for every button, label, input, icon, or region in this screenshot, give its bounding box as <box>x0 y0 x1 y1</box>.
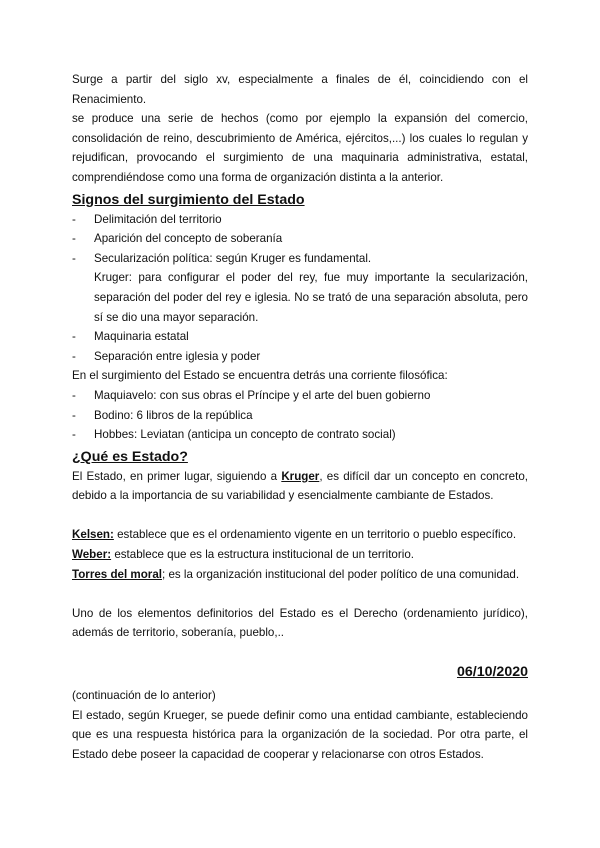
krueger-paragraph: El estado, según Krueger, se puede definir como una entidad cambiante, estableciendo que es una respuesta histórica para la organización de la sociedad. Por otra parte, el Estado debe poseer la capacidad de cooperar y relacionarse con otros Estados. <box>72 708 528 761</box>
estado-paragraph <box>72 467 528 506</box>
intro-paragraph: se produce una serie de hechos (como por ejemplo la expansión del comercio, consolidación de reino, descubrimiento de América, ejércitos,...) los cuales lo regulan y rejudifican, provocando el surgimiento de una maquinaria administrativa, estatal, comprendiéndose como una forma de organización distinta a la anterior. <box>72 112 528 184</box>
list-item: - Secularización política: según Kruger es fundamental. <box>72 249 528 269</box>
heading-que-es-estado: ¿Qué es Estado? <box>72 448 188 465</box>
date: 06/10/2020 <box>456 663 528 680</box>
def-text: establece que es el ordenamiento vigente en un territorio o pueblo específico. <box>113 528 517 542</box>
estado-text-2: , es difícil dar un concepto en concreto, debido a la importancia de su variabilidad y esencialmente cambiante de Estados. <box>72 469 528 503</box>
intro-line-1: Surge a partir del siglo xv, especialmente a finales de él, coincidiendo con el Renacimiento. <box>72 73 528 106</box>
list-item: - Aparición del concepto de soberanía <box>72 229 528 249</box>
def-name: Weber: <box>72 548 112 562</box>
signos-list <box>72 210 528 269</box>
philo-list <box>72 386 528 445</box>
spacer <box>72 584 528 604</box>
document-page <box>72 70 528 765</box>
def-text: ; es la organización institucional del poder político de una comunidad. <box>162 567 520 581</box>
list-item: - Maquiavelo: con sus obras el Príncipe y el arte del buen gobierno <box>72 386 528 406</box>
def-name: Kelsen: <box>72 528 114 542</box>
kruger-name: Kruger <box>281 469 320 483</box>
kruger-note: Kruger: para configurar el poder del rey, fue muy importante la secularización, separación del poder del rey e iglesia. No se trató de una separación absoluta, pero sí se dio una mayor separación. <box>94 271 528 324</box>
spacer <box>72 506 528 526</box>
list-item: - Separación entre iglesia y poder <box>72 347 528 367</box>
derecho-paragraph: Uno de los elementos definitorios del Estado es el Derecho (ordenamiento jurídico), además de territorio, soberanía, pueblo,.. <box>72 606 528 640</box>
def-weber <box>72 545 528 565</box>
heading-signos: Signos del surgimiento del Estado <box>72 191 305 208</box>
signos-list-2 <box>72 327 528 366</box>
spacer <box>72 643 528 663</box>
def-torres <box>72 565 528 585</box>
continuation-note: (continuación de lo anterior) <box>72 689 216 703</box>
estado-text-1: El Estado, en primer lugar, siguiendo a <box>72 469 282 483</box>
list-item: - Hobbes: Leviatan (anticipa un concepto de contrato social) <box>72 425 528 445</box>
date-line <box>72 663 528 683</box>
philo-intro: En el surgimiento del Estado se encuentra detrás una corriente filosófica: <box>72 369 448 383</box>
list-item: - Delimitación del territorio <box>72 210 528 230</box>
list-item: - Maquinaria estatal <box>72 327 528 347</box>
def-name: Torres del moral <box>72 567 162 581</box>
def-kelsen <box>72 525 528 545</box>
def-text: establece que es la estructura institucional de un territorio. <box>111 548 414 562</box>
list-item: - Bodino: 6 libros de la república <box>72 406 528 426</box>
